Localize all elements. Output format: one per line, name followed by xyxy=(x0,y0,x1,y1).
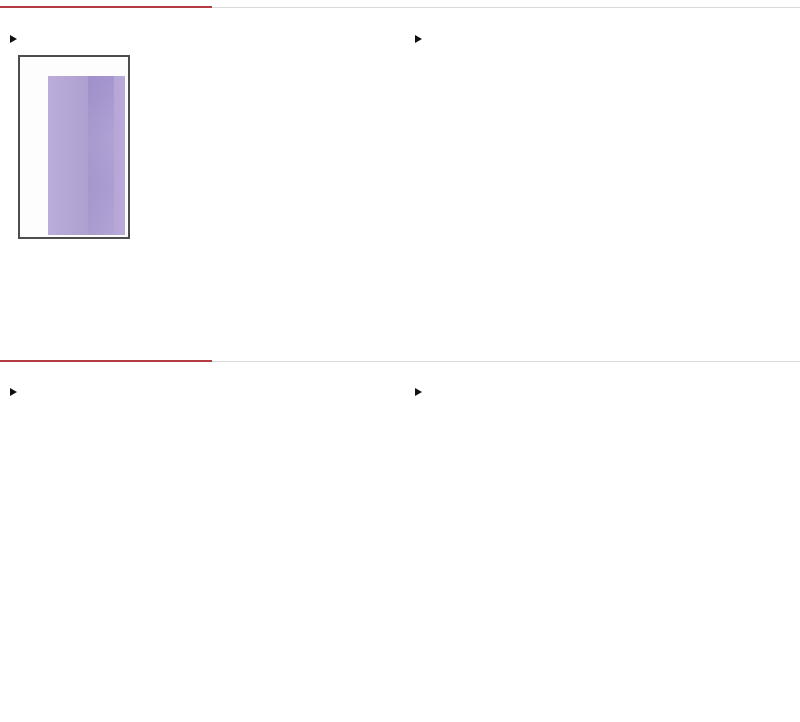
bli-chart xyxy=(444,402,790,594)
triangle-bullet-icon xyxy=(415,35,422,43)
section-header-spr xyxy=(10,388,400,396)
spr-chart xyxy=(14,404,314,584)
product-datasheet-page xyxy=(0,6,800,722)
gel-lanes-area xyxy=(48,76,125,235)
section-header-bli xyxy=(415,388,800,396)
section-header-elisa xyxy=(415,35,800,43)
panel-sds-page xyxy=(0,8,400,360)
section-header-sds-page xyxy=(10,35,400,43)
triangle-bullet-icon xyxy=(10,388,17,396)
elisa-chart xyxy=(422,51,780,231)
sds-page-gel-image xyxy=(18,55,130,239)
panel-elisa xyxy=(400,8,800,360)
sample-lane-smear xyxy=(88,76,114,235)
panel-bli xyxy=(400,362,800,720)
triangle-bullet-icon xyxy=(415,388,422,396)
panel-spr xyxy=(0,362,400,720)
triangle-bullet-icon xyxy=(10,35,17,43)
